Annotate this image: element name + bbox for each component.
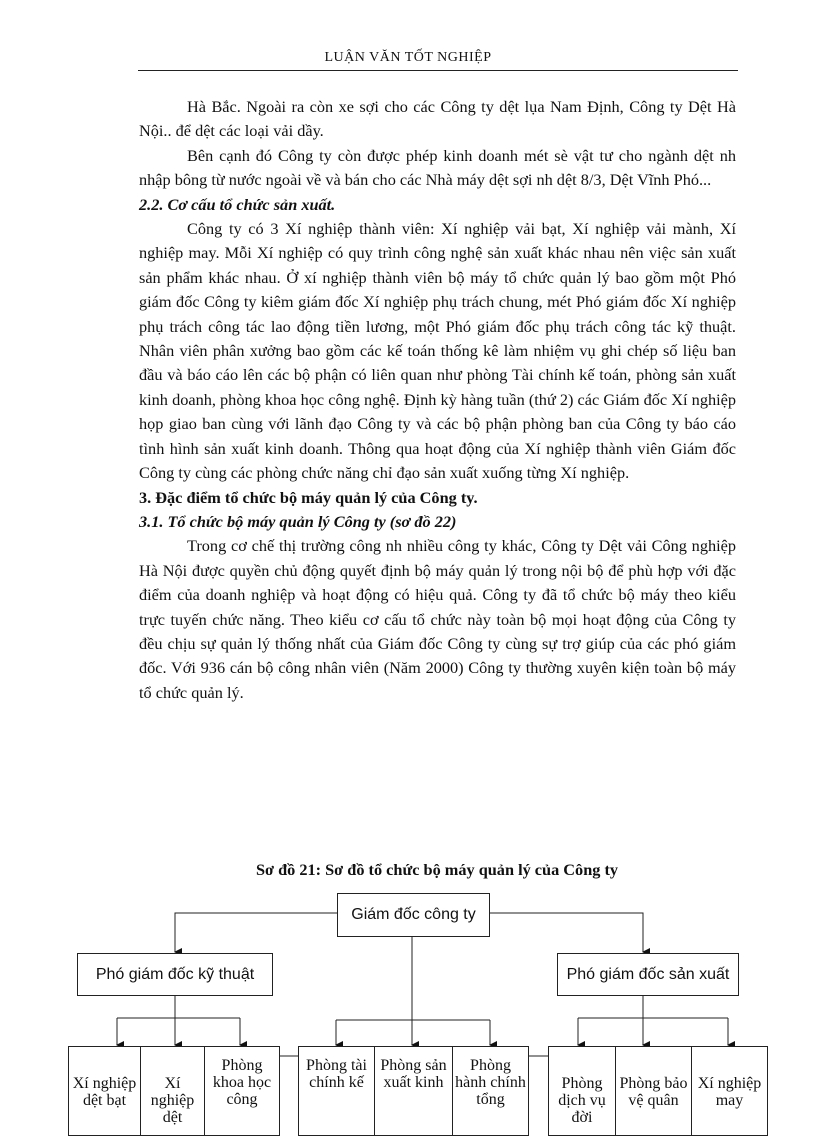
paragraph-2: Bên cạnh đó Công ty còn được phép kinh doanh mét sè vật tư cho ngành dệt nh nhập bông từ nước ngoài về và bán cho các Nhà máy dệt sợi nh dệt 8/3, Dệt Vĩnh Phó... [139, 145, 736, 190]
node-production-deputy: Phó giám đốc sản xuất [557, 953, 739, 996]
paragraph-3: Công ty có 3 Xí nghiệp thành viên: Xí nghiệp vải bạt, Xí nghiệp vải mành, Xí nghiệp may. Mỗi Xí nghiệp có quy trình công nghệ sản xuất khác nhau nên việc sản xuất sản phẩm khác nhau. Ở xí nghiệp thành viên bộ máy tổ chức quản lý bao gồm một Phó giám đốc Công ty kiêm giám đốc Xí nghiệp phụ trách chung, mét Phó giám đốc Xí nghiệp phụ trách công tác lao động tiền lương, một Phó giám đốc phụ trách công tác kỹ thuật. Nhân viên phân xưởng bao gồm các kế toán thống kê làm nhiệm vụ ghi chép số liệu ban đầu và báo cáo lên các bộ phận có liên quan như phòng Tài chính kế toán, phòng sản xuất kinh doanh, phòng khoa học công nghệ. Định kỳ hàng tuần (thứ 2) các Giám đốc Xí nghiệp họp giao ban cùng với lãnh đạo Công ty và các bộ phận phòng ban của Công ty báo cáo tình hình sản xuất kinh doanh. Thông qua hoạt động của Xí nghiệp thành viên Giám đốc Công ty cùng các phòng chức năng chỉ đạo sản xuất xuống từng Xí nghiệp. [139, 219, 736, 483]
section-heading-3-1: 3.1. Tổ chức bộ máy quản lý Công ty (sơ đồ 22) [139, 511, 457, 531]
connector-root-right-deputy [490, 913, 643, 952]
node-right-unit-1: Phòng dịch vụ đời [548, 1046, 616, 1136]
node-center-unit-2: Phòng sản xuất kinh [374, 1046, 453, 1136]
node-director: Giám đốc công ty [337, 893, 490, 937]
diagram-title: Sơ đồ 21: Sơ đồ tổ chức bộ máy quản lý của Công ty [255, 860, 619, 879]
node-left-unit-3: Phòng khoa học công [204, 1046, 280, 1136]
node-center-unit-1: Phòng tài chính kế [298, 1046, 375, 1136]
paragraph-4: Trong cơ chế thị trường công nh nhiều công ty khác, Công ty Dệt vải Công nghiệp Hà Nội được quyền chủ động quyết định bộ máy quản lý trong nội bộ để phù hợp với đặc điểm của doanh nghiệp và hoạt động có hiệu quả. Công ty đã tổ chức bộ máy theo kiểu trực tuyến chức năng. Theo kiểu cơ cấu tổ chức này toàn bộ mọi hoạt động của Công ty đều chịu sự quản lý thống nhất của Giám đốc Công ty cùng sự trợ giúp của các phó giám đốc. Với 936 cán bộ công nhân viên (Năm 2000) Công ty thường xuyên kiện toàn bộ máy tổ chức quản lý. [139, 536, 736, 702]
connector-root-left-deputy [175, 913, 338, 952]
paragraph-1: Hà Bắc. Ngoài ra còn xe sợi cho các Công ty dệt lụa Nam Định, Công ty Dệt Hà Nội.. để dệt các loại vải dầy. [139, 97, 736, 141]
node-left-unit-2: Xí nghiệp dệt [140, 1046, 205, 1136]
node-center-unit-3: Phòng hành chính tổng [452, 1046, 529, 1136]
header-title: LUẬN VĂN TỐT NGHIỆP [324, 50, 492, 65]
section-heading-3: 3. Đặc điểm tổ chức bộ máy quản lý của Công ty. [139, 487, 478, 507]
node-technical-deputy: Phó giám đốc kỹ thuật [77, 953, 273, 996]
section-heading-2-2: 2.2. Cơ cấu tổ chức sản xuất. [139, 194, 336, 214]
node-left-unit-1: Xí nghiệp dệt bạt [68, 1046, 141, 1136]
node-right-unit-3: Xí nghiệp may [691, 1046, 768, 1136]
node-right-unit-2: Phòng bảo vệ quân [615, 1046, 692, 1136]
